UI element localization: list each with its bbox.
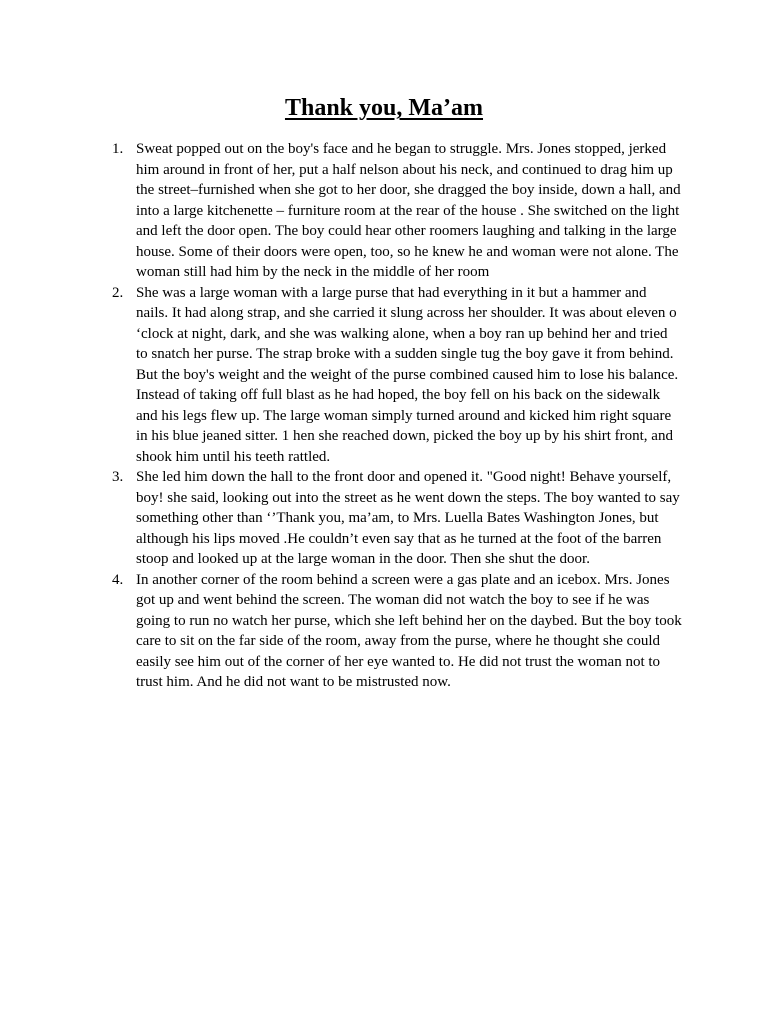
list-item-text: In another corner of the room behind a screen were a gas plate and an icebox. Mrs. Jones got up and went behind the screen. The woman did not watch the boy to see if he was going to run no watch her purse, which she left behind her on the daybed. But the boy took care to sit on the far side of the room, away from the purse, where he thought she could easily see him out of the corner of her eye wanted to. He did not trust the woman not to trust him. And he did not want to be mistrusted now. — [136, 571, 682, 690]
list-item-text: Sweat popped out on the boy's face and he began to struggle. Mrs. Jones stopped, jerked him around in front of her, put a half nelson about his neck, and continued to drag him up the street–furnished when she got to her door, she dragged the boy inside, down a hall, and into a large kitchenette – furniture room at the rear of the house . She switched on the light and left the door open. The boy could hear other roomers laughing and talking in the large house. Some of their doors were open, too, so he knew he and woman were not alone. The woman still had him by the neck in the middle of her room — [136, 141, 681, 280]
list-item-number: 1. — [112, 141, 124, 157]
list-item — [112, 467, 682, 570]
numbered-list — [112, 139, 682, 693]
document-title: Thank you, Ma’am — [284, 95, 484, 121]
list-item-text: She was a large woman with a large purse that had everything in it but a hammer and nails. It had along strap, and she carried it slung across her shoulder. It was about eleven o ‘clock at night, dark, and she was walking alone, when a boy ran up behind her and tried to snatch her purse. The strap broke with a sudden single tug the boy gave it from behind. But the boy's weight and the weight of the purse combined caused him to lose his balance. Instead of taking off full blast as he had hoped, the boy fell on his back on the sidewalk and his legs flew up. The large woman simply turned around and kicked him right square in his blue jeaned sitter. 1 hen she reached down, picked the boy up by his shirt front, and shook him until his teeth rattled. — [136, 284, 679, 465]
list-item — [112, 570, 682, 693]
list-item-number: 4. — [112, 571, 124, 588]
list-item-text: She led him down the hall to the front door and opened it. "Good night! Behave yourself, boy! she said, looking out into the street as he went down the steps. The boy wanted to say something other than ‘’Thank you, ma’am, to Mrs. Luella Bates Washington Jones, but although his lips moved .He couldn’t even say that as he turned at the foot of the barren stoop and looked up at the large woman in the door. Then she shut the door. — [136, 469, 680, 567]
list-item — [112, 139, 682, 283]
list-item-number: 2. — [112, 284, 124, 301]
list-item — [112, 283, 682, 468]
list-item-number: 3. — [112, 469, 124, 485]
